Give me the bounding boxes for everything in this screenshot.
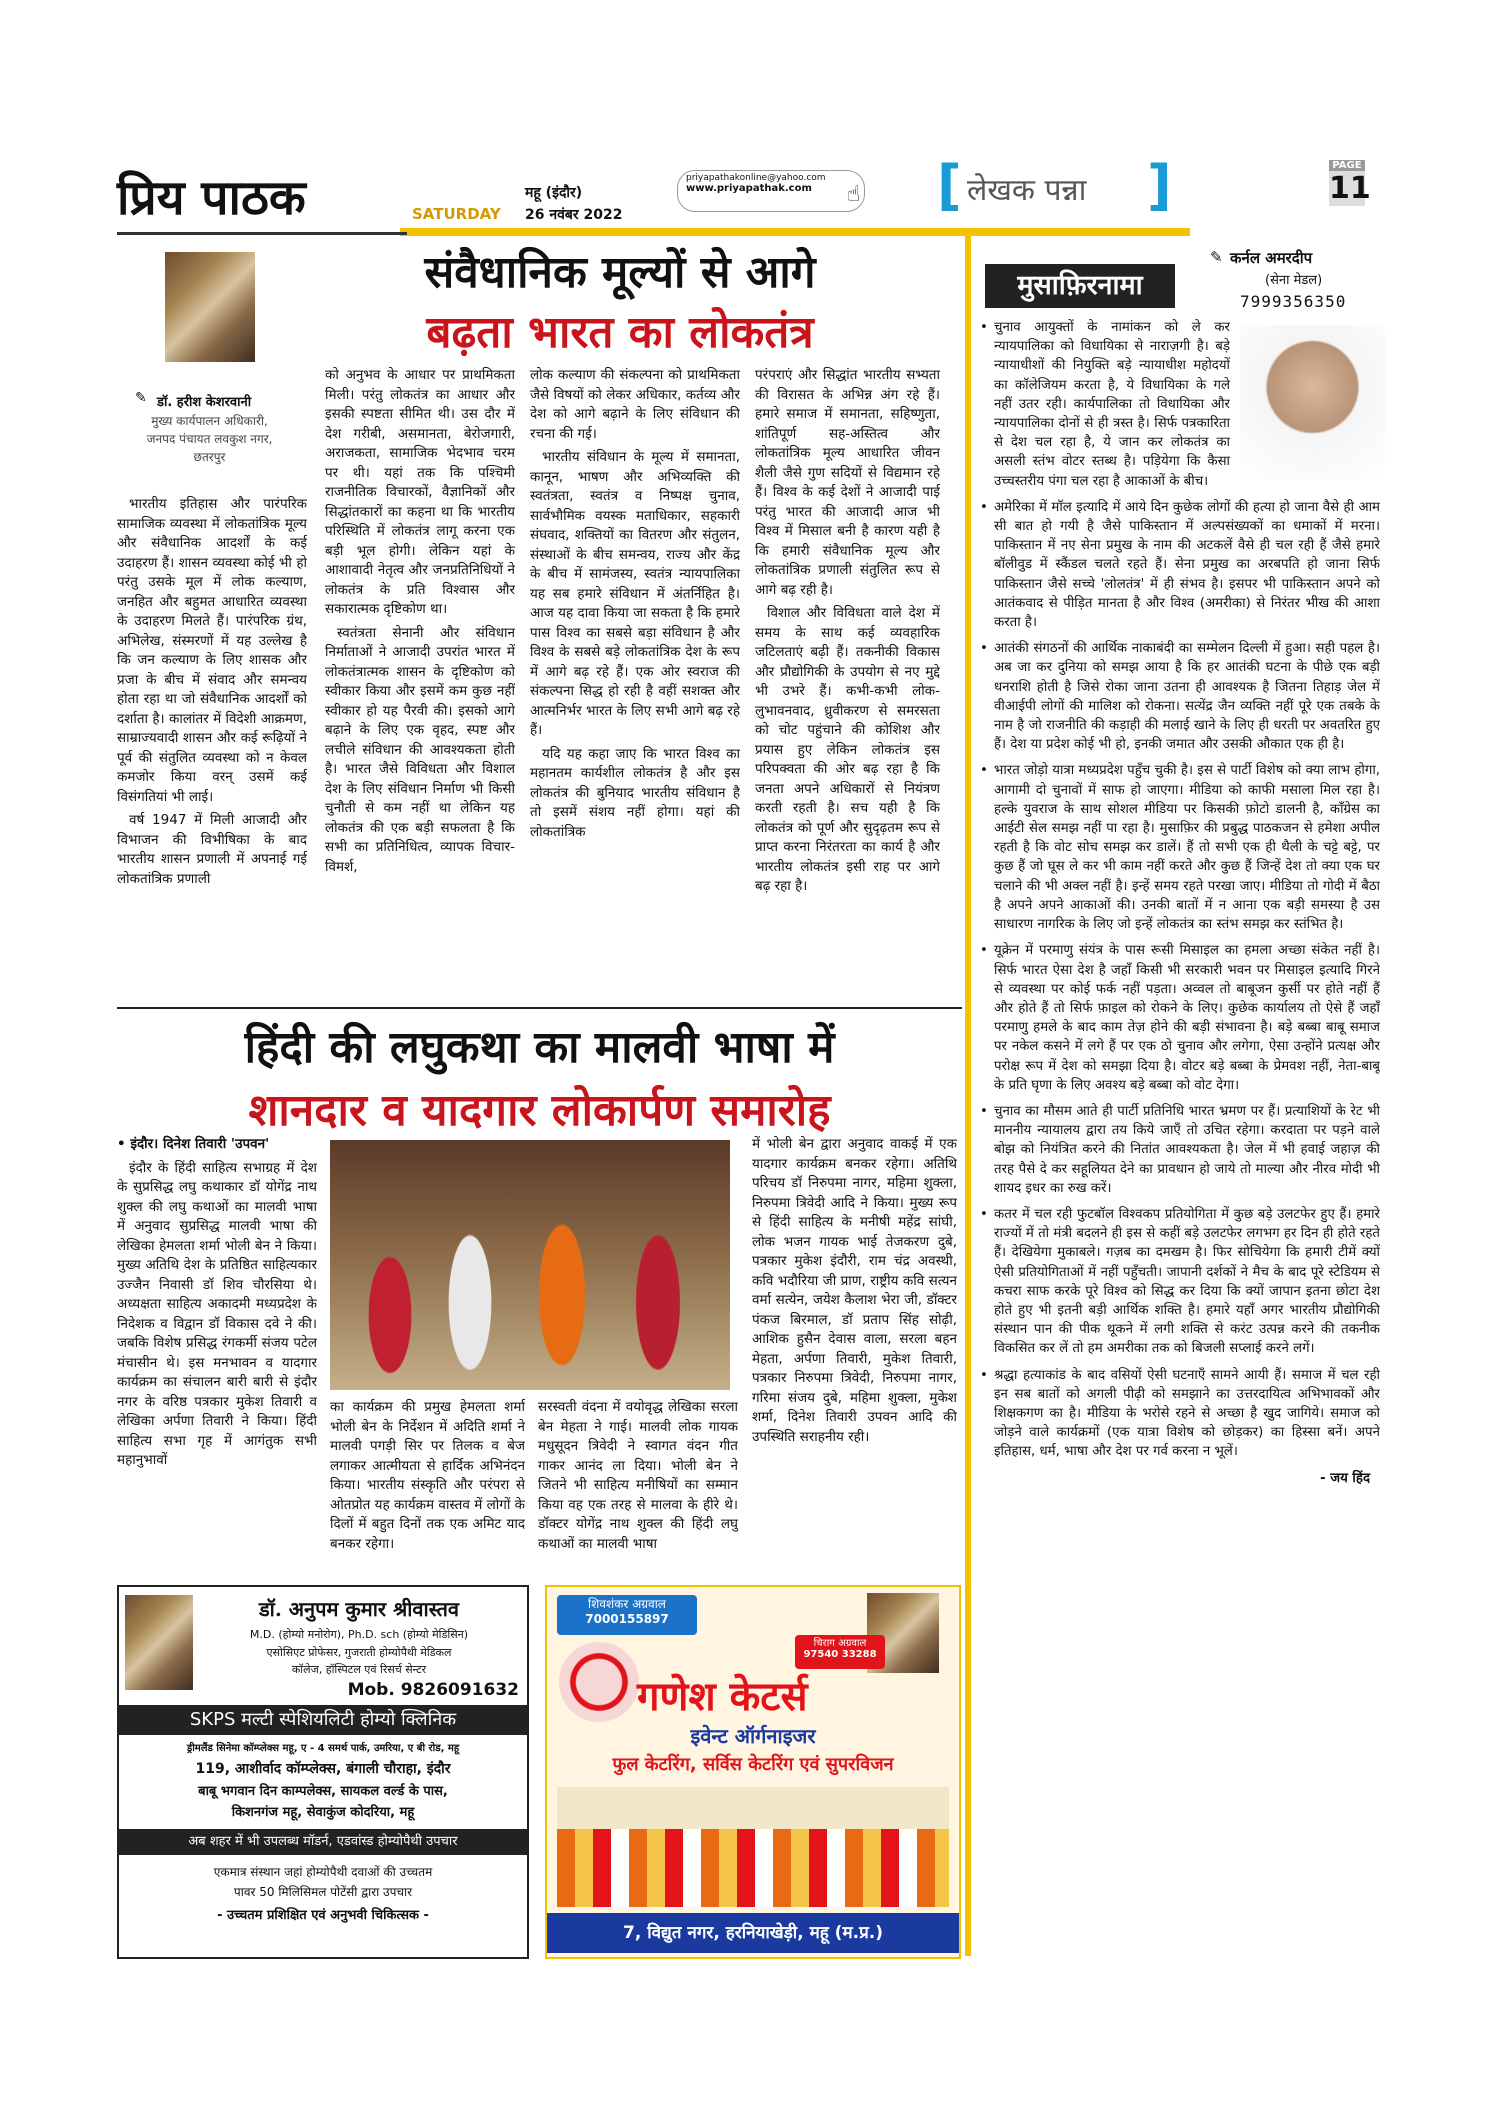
paragraph: को अनुभव के आधार पर प्राथमिकता मिली। परंतु लोकतंत्र का आधार और इसकी स्पष्टता सीमित थी। उस दौर में देश गरीबी, असमानता, बेरोजगारी, अराजकता, सामाजिक भेदभाव चरम पर थी। यहां तक कि पश्चिमी राजनीतिक विचारकों, वैज्ञानिकों और सिद्धांतकारों का कहना था कि भारतीय परिस्थिति में लोकतंत्र लागू करना एक बड़ी भूल होगी। लेकिन यहां के आशावादी नेतृत्व और जनप्रतिनिधियों ने लोकतंत्र के प्रति विश्वास और सकारात्मक दृष्टिकोण था। — [325, 367, 515, 617]
sidebar-phone: 7999356350 — [1240, 292, 1347, 311]
clinic-name: SKPS मल्टी स्पेशियलिटी होम्यो क्लिनिक — [119, 1705, 527, 1735]
musafirnama-list — [980, 318, 1380, 1958]
pen-icon: ✎ — [135, 390, 147, 406]
contact-phone: 97540 33288 — [803, 1649, 877, 1660]
sidebar-border — [965, 236, 971, 1956]
article2-title-line2: शानदार व यादगार लोकार्पण समारोह — [248, 1085, 831, 1136]
doctor-mobile: Mob. 9826091632 — [347, 1680, 519, 1700]
item-text: कतर में चल रही फुटबॉल विश्वकप प्रतियोगिता में कुछ बड़े उलटफेर हुए हैं। हमारे राज्यों में तो मंत्री बदलने ही इस से कहीं बड़े उलटफेर लगभग हर दिन ही होते रहते हैं। देखियेगा मुकाबले। गज़ब का दमखम है। फिर सोचियेगा कि हमारी टीमें क्यों ऐसी प्रतियोगिताओं में नहीं पहुँचती। जापानी दर्शकों ने मैच के बाद पूरे स्टेडियम से कचरा साफ करके पूरे विश्व को सिद्ध कर दिया कि क्यों जापान इतना छोटा देश होते हुए भी इतनी बड़ी आर्थिक शक्ति है। हमारे यहाँ अगर भारतीय प्रौद्योगिकी संस्थान पान की पीक थूकने में लगी शक्ति से करंट उत्पन्न करने की तकनीक विकसित कर लें तो हम अमरीका तक को बिजली सप्लाई करने लगें। — [994, 1206, 1380, 1357]
paragraph: यदि यह कहा जाए कि भारत विश्व का महानतम कार्यशील लोकतंत्र है और इस लोकतंत्र की बुनियाद भारतीय संविधान है तो इसमें संशय नहीं होगा। यहां की लोकतांत्रिक — [530, 745, 740, 840]
item-text: आतंकी संगठनों की आर्थिक नाकाबंदी का सम्मेलन दिल्ली में हुआ। सही पहल है। अब जा कर दुनिया को समझ आया है कि हर आतंकी घटना के पीछे एक बड़ी धनराशि होती है जिसे रोका जाना उतना ही आवश्यक है जितना तिहाड़ जेल में वीआईपी लोगों की मालिश को रोकना। सत्येंद्र जैन व्यक्ति नहीं पूरे एक तबके के नाम है जो राजनीति की कड़ाही की मलाई खाने के लिए ही धरती पर अवतरित हुए हैं। देश या प्रदेश कोई भी हो, इनकी जमात और उसकी औकात एक ही है। — [994, 641, 1380, 753]
article1-title-line2: बढ़ता भारत का लोकतंत्र — [426, 307, 814, 358]
item-text: भारत जोड़ो यात्रा मध्यप्रदेश पहुँच चुकी है। इस से पार्टी विशेष को क्या लाभ होगा, आगामी दो चुनावों में साफ हो जाएगा। मीडिया को काफी मसाला मिल रहा है। हल्के युवराज के साथ सोशल मीडिया पर किसकी फ़ोटो डालनी है, कॉंग्रेस का आईटी सेल समझ नहीं पा रहा है। मुसाफ़िर की प्रबुद्ध पाठकजन से हमेशा अपील रहती है कि वोट सोच समझ कर डालें। हैं तो सभी एक ही थैली के चट्टे बट्टे, पर कुछ हैं जो घूस ले कर भी काम नहीं करते और कुछ हैं जिन्हें देश तो क्या एक घर चलाने की भी अक्ल नहीं है। इन्हें समय रहते परखा जाए। मीडिया तो गोदी में बैठा है अपने अपने आकाओं की। उनकी बातों में न आना एक बड़ी समस्या है उस साधारण नागरिक के लिए जो इन्हें लोकतंत्र का स्तंभ समझ कर स्तंभित है। — [994, 763, 1380, 933]
clinic-line-2: पावर 50 मिलिसिमल पोटेंसी द्वारा उपचार — [233, 1885, 413, 1899]
food-stall-photo — [557, 1787, 949, 1907]
doctor-degrees: M.D. (होम्यो मनोरोग), Ph.D. sch (होम्यो मेडिसिन) — [249, 1628, 469, 1641]
clinic-banner: अब शहर में भी उपलब्ध मॉडर्न, एडवांस्ड होम्योपैथी उपचार — [119, 1829, 527, 1855]
caterer-contact-2 — [795, 1635, 885, 1669]
caterer-ad — [545, 1585, 961, 1959]
byline-name: दिनेश तिवारी 'उपवन' — [162, 1136, 270, 1152]
sidebar-author: कर्नल अमरदीप — [1230, 249, 1313, 267]
item-text: चुनाव का मौसम आते ही पार्टी प्रतिनिधि भारत भ्रमण पर हैं। प्रत्याशियों के रेट भी माननीय न्यायालय द्वारा तय किये जाएँ तो उचित रहेगा। करदाता पर पड़ने वाले बोझ को नियंत्रित करने की नितांत आवश्यकता है। जेल में भी हवाई जहाज़ की तरह पैसे दे कर सहूलियत देने का प्रावधान हो जाये तो माल्या और नीरव मोदी भी शायद इधर का रुख करें। — [994, 1103, 1380, 1196]
right-bracket-icon: ] — [1147, 154, 1172, 217]
list-item — [980, 498, 1380, 632]
clinic-address-1: ड्रीमलैंड सिनेमा कॉम्प्लेक्स महू, ए - 4 समर्थ पार्क, उमरिया, ए बी रोड, महू — [186, 1743, 460, 1754]
list-item — [980, 1102, 1380, 1198]
author-name: डॉ. हरीश केशरवानी — [157, 395, 252, 410]
list-item — [980, 318, 1380, 491]
list-item — [980, 941, 1380, 1095]
pointer-hand-icon: ☝ — [847, 182, 861, 207]
clinic-line-3: - उच्चतम प्रशिक्षित एवं अनुभवी चिकित्सक - — [217, 1908, 429, 1923]
paragraph: में भोली बेन द्वारा अनुवाद वाकई में एक यादगार कार्यक्रम बनकर रहेगा। अतिथि परिचय डॉ निरुपमा नागर, महिमा शुक्ला, निरुपमा त्रिवेदी आदि ने किया। मुख्य रूप से हिंदी साहित्य के मनीषी महेंद्र सांघी, लोक भजन गायक भाई तेजकरण दुबे, पत्रकार मुकेश इंदौरी, राम चंद्र अवस्थी, कवि भदौरिया जी प्राण, राष्ट्रीय कवि सत्यन वर्मा सत्येन, जयेश कैलाश भेरा जी, डॉक्टर पंकज बिरमाल, डॉ प्रताप सिंह सोढ़ी, आशिक हुसैन देवास वाला, सरला बहन मेहता, अर्पणा तिवारी, मुकेश तिवारी, पत्रकार निरुपमा त्रिवेदी, निरुपमा नागर, गरिमा संजय दुबे, महिमा शुक्ला, मुकेश शर्मा, दिनेश तिवारी उपवन आदि की उपस्थिति सराहनीय रही। — [752, 1136, 957, 1445]
paragraph: स्वतंत्रता सेनानी और संविधान निर्माताओं ने आजादी उपरांत भारत में लोकतंत्रात्मक शासन के दृष्टिकोण को स्वीकार किया और इसमें कम कुछ नहीं स्वीकार हो यह पैरवी की। इसको आगे बढ़ाने के लिए एक वृहद, स्पष्ट और लचीले संविधान की आवश्यकता होती है। भारत जैसे विविधता और विशाल देश के लिए संविधान निर्माण भी किसी चुनौती से कम नहीं था लेकिन यह लोकतंत्र की एक बड़ी सफलता है कि सभी का प्रतिनिधित्व, व्यापक विचार-विमर्श, — [325, 624, 515, 875]
contact-box — [677, 170, 865, 212]
contact-name: चिराग अग्रवाल — [813, 1638, 867, 1649]
byline-place: इंदौर। — [130, 1136, 159, 1152]
article1-title-line1: संवैधानिक मूल्यों से आगे — [424, 247, 816, 298]
item-text: यूक्रेन में परमाणु संयंत्र के पास रूसी मिसाइल का हमला अच्छा संकेत नहीं है। सिर्फ भारत ऐसा देश है जहाँ किसी भी सरकारी भवन पर मिसाइल इत्यादि गिरने से व्यवस्था पर कोई फर्क नहीं पड़ता। अव्वल तो बाबूजन कुर्सी पर होते नहीं हैं और होते हैं तो सिर्फ फ़ाइल को रोकने के लिए। कुछेक कार्यालय तो ऐसे हैं जहाँ परमाणु हमले के बाद काम तेज़ होने की बड़ी संभावना है। बड़े बब्बा बाबू समाज पर नकेल कसने में लगे हैं पर एक ठो चुनाव और लगेगा, ऐसा उन्होंने प्रत्यक्ष और परोक्ष रूप में देश को समझा दिया है। वोटर बड़े बब्बा के प्रेमवश नहीं, नेता-बाबू के प्रति घृणा के लिए अवश्य बड़े बब्बा को वोट देगा। — [994, 943, 1380, 1093]
day-label: SATURDAY — [412, 205, 501, 223]
pen-icon: ✎ — [1210, 248, 1223, 266]
item-text: अमेरिका में मॉल इत्यादि में आये दिन कुछेक लोगों की हत्या हो जाना वैसे ही आम सी बात हो गयी है जैसे पाकिस्तान में अल्पसंख्यकों का धमाकों में मरना। पाकिस्तान में नए सेना प्रमुख के नाम की अटकलें वैसे ही चल रही हैं जैसे हमारे बॉलीवुड में स्कैंडल चलते रहते हैं। सेना प्रमुख का अरबपति हो जाना सिर्फ पाकिस्तान जैसे सच्चे 'लोलतंत्र' में ही संभव है। इसपर भी पाकिस्तान अपने को आतंकवाद से पीड़ित मानता है और विश्व (अमरीका) से निरंतर भीख की आशा करता है। — [994, 499, 1380, 631]
author-place: जनपद पंचायत लवकुश नगर, — [146, 432, 273, 446]
newspaper-logo: प्रिय पाठक — [117, 170, 306, 226]
email-text: priyapathakonline@yahoo.com — [686, 173, 826, 183]
list-item — [980, 761, 1380, 934]
masthead-underline-dark — [117, 232, 407, 235]
caterer-address: 7, विद्युत नगर, हरनियाखेड़ी, महू (म.प्र.) — [547, 1913, 959, 1953]
contact-phone: 7000155897 — [585, 1612, 669, 1626]
byline: • इंदौर। दिनेश तिवारी 'उपवन' — [117, 1136, 270, 1152]
caterer-brand: गणेश केटर्स — [637, 1673, 808, 1720]
left-bracket-icon: [ — [937, 154, 962, 217]
section-label: लेखक पन्ना — [967, 173, 1087, 208]
article2-column2 — [330, 1398, 525, 1583]
paragraph: भारतीय इतिहास और पारंपरिक सामाजिक व्यवस्था में लोकतांत्रिक मूल्य और संवैधानिक आदर्शों के कई उदाहरण हैं। शासन व्यवस्था कोई भी हो परंतु उसके मूल में लोक कल्याण, जनहित और बहुमत आधारित व्यवस्था के उदाहरण मिलते हैं। पारंपरिक ग्रंथ, अभिलेख, संस्मरणों में यह उल्लेख है कि जन कल्याण के लिए शासक और प्रजा के बीच में संवाद और समन्वय होता रहा था जो संवैधानिक आदर्शों को दर्शाता है। कालांतर में विदेशी आक्रमण, साम्राज्यवादी शासन और कई रूढ़ियों ने पूर्व की संतुलित व्यवस्था को न केवल कमजोर किया वरन् उसमें कई विसंगतियां भी लाई। — [117, 496, 307, 805]
doctor-college: कॉलेज, हॉस्पिटल एवं रिसर्च सेन्टर — [291, 1663, 427, 1676]
article1-column2 — [325, 366, 515, 1000]
clinic-address-3: बाबू भगवान दिन काम्पलेक्स, सायकल वर्ल्ड के पास, — [198, 1784, 448, 1799]
paragraph: विशाल और विविधता वाले देश में समय के साथ कई व्यवहारिक जटिलताएं बढ़ी हैं। तकनीकी विकास और प्रौद्योगिकी के उपयोग से नए मुद्दे भी उभरे हैं। कभी-कभी लोक-लुभावनवाद, ध्रुवीकरण से समरसता को चोट पहुंचाने की कोशिश और प्रयास हुए लेकिन लोकतंत्र इस परिपक्वता की ओर बढ़ रहा है कि जनता अपने अधिकारों से नियंत्रण करती रहती है। सच यही है कि लोकतंत्र को पूर्ण और सुदृढ़तम रूप से प्राप्त करना निरंतरता का कार्य है और भारतीय लोकतंत्र इसी राह पर आगे बढ़ रहा है। — [755, 605, 940, 894]
place-label: महू (इंदौर) — [525, 185, 583, 201]
ganesh-logo-icon — [559, 1642, 639, 1722]
doctor-ad — [117, 1585, 529, 1959]
page-number-box — [1329, 160, 1371, 220]
item-text: चुनाव आयुक्तों के नामांकन को ले कर न्यायपालिका को विधायिका से नाराज़गी है। बड़े न्यायाधीशों की नियुक्ति बड़े न्यायाधीश महोदयों का कॉलेजियम करता है, ये विधायिका के गले नहीं उतर रही। कार्यपालिका तो विधायिका और न्यायपालिका दोनों से ही त्रस्त है। सिर्फ पत्रकारिता से देश चल रहा है, ये जान कर लोकतंत्र का असली स्तंभ वोटर स्तब्ध है। पड़ियेगा कि कैसा उच्चस्तरीय पंगा चल रहा है आकाओं के बीच। — [994, 320, 1230, 489]
website-link[interactable]: www.priyapathak.com — [686, 183, 812, 194]
caterer-contact-1 — [557, 1595, 697, 1635]
article2-column4 — [752, 1135, 957, 1583]
sidebar-author-note: (सेना मेडल) — [1265, 273, 1323, 288]
paragraph: का कार्यक्रम की प्रमुख हेमलता शर्मा भोली बेन के निर्देशन में अदिति शर्मा ने मालवी पगड़ी सिर पर तिलक व बेज लगाकर आत्मीयता से हार्दिक अभिनंदन किया। भारतीय संस्कृति और परंपरा से ओतप्रोत यह कार्यक्रम वास्तव में लोगों के दिलों में बहुत दिनों तक एक अमिट याद बनकर रहेगा। — [330, 1399, 525, 1552]
page-label: PAGE — [1329, 160, 1365, 171]
masthead — [117, 154, 1385, 232]
page-number: 11 — [1329, 171, 1371, 206]
paragraph: भारतीय संविधान के मूल्य में समानता, कानून, भाषण और अभिव्यक्ति की स्वतंत्रता, स्वतंत्र व निष्पक्ष चुनाव, सार्वभौमिक वयस्क मताधिकार, सहकारी संघवाद, शक्तियों का वितरण और संतुलन, संस्थाओं के बीच समन्वय, राज्य और केंद्र के बीच में सामंजस्य, स्वतंत्र न्यायपालिका यह सब हमारे संविधान में अंतर्निहित है। आज यह दावा किया जा सकता है कि हमारे पास विश्व का सबसे बड़ा संविधान है और विश्व के सबसे बड़े लोकतांत्रिक देश के रूप में आगे बढ़ रहे हैं। एक ओर स्वराज की संकल्पना सिद्ध हो रही है वहीं सशक्त और आत्मनिर्भर भारत के लिए सभी आगे बढ़ रहे हैं। — [530, 449, 740, 738]
list-item — [980, 1366, 1380, 1462]
clinic-address-4: किशनगंज महू, सेवाकुंज कोदरिया, महू — [231, 1805, 415, 1820]
clinic-address-2: 119, आशीर्वाद कॉम्प्लेक्स, बंगाली चौराहा, इंदौर — [195, 1761, 451, 1777]
event-photo — [330, 1140, 730, 1390]
paragraph: सरस्वती वंदना में वयोवृद्ध लेखिका सरला बेन मेहता ने गाई। मालवी लोक गायक मधुसूदन त्रिवेदी ने स्वागत वंदन गीत गाकर आनंद ला दिया। भोली बेन ने जितने भी साहित्य मनीषियों का सम्मान किया वह एक तरह से मालवा के हीरे थे। डॉक्टर योगेंद्र नाथ शुक्ल की हिंदी लघु कथाओं का मालवी भाषा — [538, 1399, 738, 1552]
author-role: मुख्य कार्यपालन अधिकारी, — [151, 414, 268, 428]
article1-column3 — [530, 366, 740, 1000]
doctor-name: डॉ. अनुपम कुमार श्रीवास्तव — [258, 1597, 460, 1621]
caterer-services: फुल केटरिंग, सर्विस केटरिंग एवं सुपरविजन — [612, 1754, 894, 1775]
paragraph: वर्ष 1947 में मिली आजादी और विभाजन की विभीषिका के बाद भारतीय शासन प्रणाली में अपनाई गई लोकतांत्रिक प्रणाली — [117, 812, 307, 887]
author-photo — [165, 252, 255, 362]
signoff: - जय हिंद — [1320, 1470, 1370, 1486]
item-text: श्रद्धा हत्याकांड के बाद वसियों ऐसी घटनाएँ सामने आयी हैं। समाज में चल रही इन सब बातों को अगली पीढ़ी को समझाने का उत्तरदायित्व अभिभावकों और शिक्षकगण का है। मीडिया के भरोसे रहने से अच्छा है खुद जागिये। समाज को जोड़ने वाले कार्यक्रमों (एक यात्रा विशेष को छोड़कर) का हिस्सा बनें। अपने इतिहास, धर्म, भाषा और देश पर गर्व करना न भूलें। — [994, 1367, 1380, 1460]
contact-name: शिवशंकर अग्रवाल — [588, 1597, 666, 1611]
date-label: 26 नवंबर 2022 — [525, 207, 623, 223]
divider — [117, 1007, 962, 1009]
author-city: छतरपुर — [193, 450, 226, 464]
list-item — [980, 1205, 1380, 1359]
clinic-line-1: एकमात्र संस्थान जहां होम्योपैथी दवाओं की उच्चतम — [213, 1865, 433, 1879]
doctor-photo — [125, 1595, 193, 1690]
paragraph: परंपराएं और सिद्धांत भारतीय सभ्यता की विरासत के अभिन्न अंग रहे हैं। हमारे समाज में समानता, सहिष्णुता, शांतिपूर्ण सह-अस्तित्व और लोकतांत्रिक मूल्य आधारित जीवन शैली जैसे गुण सदियों से विद्यमान रहे हैं। विश्व के कई देशों ने आजादी पाई परंतु भारत की आजादी आज भी विश्व में मिसाल बनी है कारण यही है कि हमारी संवैधानिक मूल्य और लोकतांत्रिक प्रणाली संतुलित रूप से आगे बढ़ रही है। — [755, 367, 940, 598]
article2-column3 — [538, 1398, 738, 1583]
article2-title-line1: हिंदी की लघुकथा का मालवी भाषा में — [244, 1022, 835, 1073]
masthead-underline — [400, 228, 1190, 236]
item-list — [980, 318, 1380, 1462]
article1-column4 — [755, 366, 940, 1000]
musafirnama-header: मुसाफ़िरनामा — [985, 264, 1175, 308]
list-item — [980, 639, 1380, 754]
paragraph: लोक कल्याण की संकल्पना को प्राथमिकता जैसे विषयों को लेकर अधिकार, कर्तव्य और देश को आगे बढ़ाने के लिए संविधान की रचना की गई। — [530, 367, 740, 442]
paragraph: इंदौर के हिंदी साहित्य सभाग्रह में देश के सुप्रसिद्ध लघु कथाकार डॉ योगेंद्र नाथ शुक्ल की लघु कथाओं का मालवी भाषा में अनुवाद सुप्रसिद्ध मालवी भाषा की लेखिका हेमलता शर्मा भोली बेन ने किया। मुख्य अतिथि देश के प्रतिष्ठित साहित्यकार उज्जैन निवासी डॉ शिव चौरसिया थे। अध्यक्षता साहित्य अकादमी मध्यप्रदेश के निदेशक व विद्वान डॉ विकास दवे ने की। जबकि विशेष प्रसिद्ध रंगकर्मी संजय पटेल मंचासीन थे। इस मनभावन व यादगार कार्यक्रम का संचालन बारी बारी से इंदौर नगर के वरिष्ठ पत्रकार मुकेश तिवारी व लेखिका अर्पणा तिवारी ने किया। हिंदी साहित्य सभा गृह में आगंतुक सभी महानुभावों — [117, 1159, 317, 1468]
doctor-designation: एसोसिएट प्रोफेसर, गुजराती होम्योपैथी मेडिकल — [266, 1646, 452, 1659]
section-title — [937, 154, 1177, 217]
article1-column1 — [117, 495, 307, 1000]
article2-column1 — [117, 1135, 317, 1580]
caterer-tagline: इवेन्ट ऑर्गनाइजर — [690, 1724, 816, 1748]
author-box — [117, 252, 302, 477]
